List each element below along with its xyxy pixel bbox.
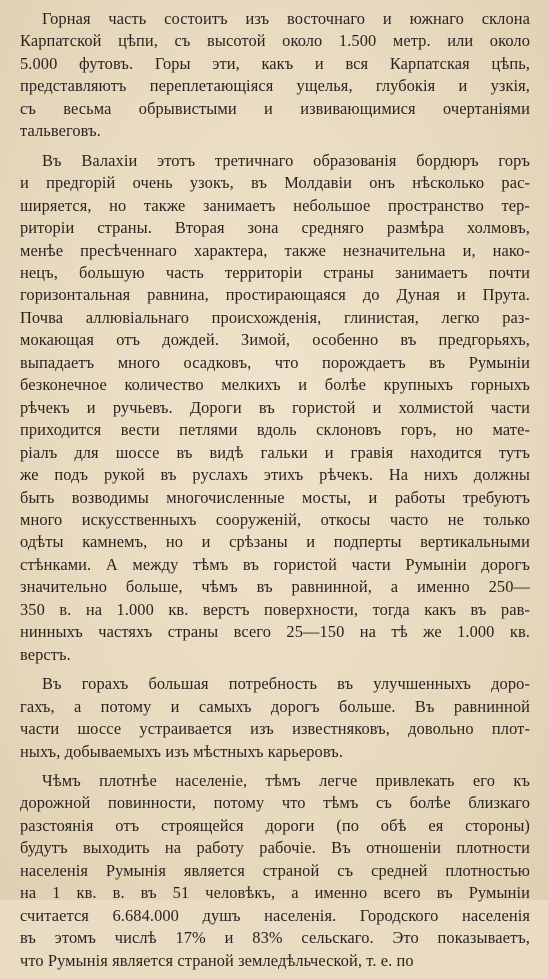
text-line: ныхъ, добываемыхъ изъ мѣстныхъ карьеровъ. — [20, 741, 344, 761]
text-line: ширяется, но также занимаетъ небольшое пространство тер- — [20, 195, 530, 215]
text-line: значительно больше, чѣмъ въ равнинной, а именно 250— — [20, 577, 530, 597]
text-line: разстоянія отъ строящейся дороги (по обѣ ея стороны) — [20, 815, 530, 835]
text-line: рѣчекъ и ручьевъ. Дороги въ гористой и холмистой части — [20, 397, 530, 417]
page-text — [20, 8, 530, 979]
text-line: одѣты камнемъ, но и срѣзаны и подперты вертикальными — [20, 532, 530, 552]
text-line: представляютъ переплетающіяся ущелья, глубокія и узкія, — [20, 76, 530, 96]
text-line: Горная часть состоитъ изъ восточнаго и южнаго склона — [42, 9, 530, 28]
text-line: Чѣмъ плотнѣе населеніе, тѣмъ легче привлекать его къ — [42, 770, 530, 790]
text-line: приходится вести петлями вдоль склоновъ горъ, но мате- — [20, 420, 530, 440]
text-line: выпадаетъ много осадковъ, что порождаетъ въ Румыніи — [20, 352, 530, 372]
text-line: Карпатской цѣпи, съ высотой около 1.500 метр. или около — [20, 31, 530, 51]
text-line: быть возводимы многочисленные мосты, и работы требуютъ — [20, 487, 530, 507]
text-line: на 1 кв. в. въ 51 человѣкъ, а именно всего въ Румыніи — [20, 883, 530, 903]
text-line: нецъ, большую часть территоріи страны занимаетъ почти — [20, 262, 530, 282]
text-line: что Румынія является страной земледѣльческой, т. е. по — [20, 950, 414, 970]
text-line: тальвеговъ. — [20, 121, 101, 141]
text-line: Почва аллювіальнаго происхожденія, глинистая, легко раз- — [20, 307, 530, 327]
text-line: 350 в. на 1.000 кв. верстъ поверхности, тогда какъ въ рав- — [20, 599, 530, 619]
text-line: дорожной повинности, потому что тѣмъ съ болѣе близкаго — [20, 793, 530, 813]
text-line: Въ Валахіи этотъ третичнаго образованія бордюръ горъ — [42, 150, 530, 170]
text-line: верстъ. — [20, 644, 71, 664]
paragraph — [20, 150, 530, 666]
text-line: населенія Румынія является страной съ средней плотностью — [20, 860, 530, 880]
text-line: мокающая отъ дождей. Зимой, особенно въ предгорьяхъ, — [20, 330, 530, 350]
text-line: Въ горахъ большая потребность въ улучшенныхъ доро- — [42, 674, 530, 694]
text-line: много искусственныхъ сооруженій, откосы часто не только — [20, 509, 530, 529]
paragraph — [20, 8, 530, 143]
text-line: ріалъ для шоссе въ видѣ гальки и гравія находится тутъ — [20, 442, 530, 462]
text-line: гахъ, а потому и самыхъ дорогъ больше. Въ равнинной — [20, 696, 530, 716]
text-line: же подъ рукой въ руслахъ этихъ рѣчекъ. На нихъ должны — [20, 465, 530, 485]
text-line: менѣе пресѣченнаго характера, также незначительна и, нако- — [20, 240, 530, 260]
text-line: и предгорій очень узокъ, въ Молдавіи онъ нѣсколько рас- — [20, 173, 530, 193]
text-line: риторіи страны. Вторая зона средняго размѣра холмовъ, — [20, 218, 530, 238]
text-line: считается 6.684.000 душъ населенія. Городского населенія — [20, 905, 530, 925]
text-line: горизонтальная равнина, простирающаяся до Дуная и Прута. — [20, 285, 530, 305]
text-line: въ этомъ числѣ 17% и 83% сельскаго. Это показываетъ, — [20, 928, 530, 948]
text-line: части шоссе устраивается изъ известняковъ, довольно плот- — [20, 719, 530, 739]
text-line: будутъ выходить на работу рабочіе. Въ отношеніи плотности — [20, 838, 530, 858]
paragraph — [20, 770, 530, 972]
paragraph — [20, 673, 530, 763]
text-line: нинныхъ частяхъ страны всего 25—150 на тѣ же 1.000 кв. — [20, 622, 530, 642]
text-line: съ весьма обрывистыми и извивающимися очертаніями — [20, 98, 530, 118]
text-line: безконечное количество мелкихъ и болѣе крупныхъ горныхъ — [20, 375, 530, 395]
text-line: стѣнками. А между тѣмъ въ гористой части Румыніи дорогъ — [20, 554, 530, 574]
text-line: 5.000 футовъ. Горы эти, какъ и вся Карпатская цѣпь, — [20, 53, 530, 73]
